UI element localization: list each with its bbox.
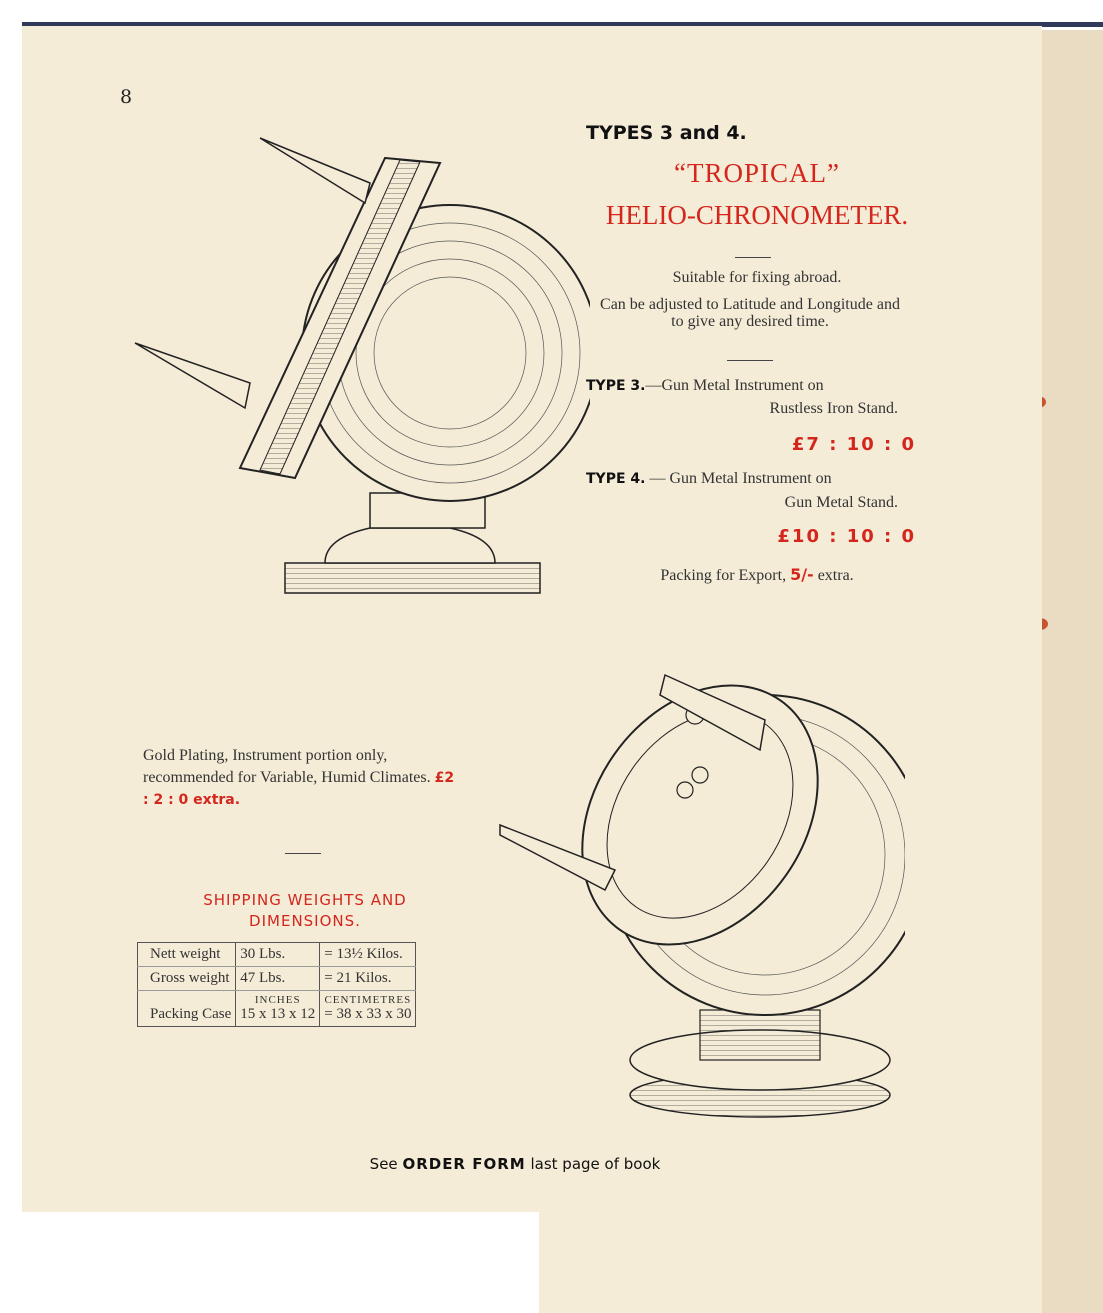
page-number: 8 — [120, 86, 133, 108]
gross-weight-imperial: 47 Lbs. — [236, 967, 320, 991]
shipping-table — [137, 942, 416, 1027]
nett-weight-label: Nett weight — [138, 943, 236, 967]
shipping-title: SHIPPING WEIGHTS AND DIMENSIONS. — [203, 891, 407, 930]
inches-unit: INCHES — [254, 994, 301, 1006]
type3-desc1: —Gun Metal Instrument on — [645, 377, 824, 394]
footer-see: See — [369, 1155, 398, 1173]
packing-text: Packing for Export, — [660, 567, 787, 584]
title-helio-chronometer: HELIO-CHRONOMETER. — [605, 200, 909, 230]
type3-desc2: Rustless Iron Stand. — [769, 400, 898, 417]
packing-amount: 5/- — [790, 565, 814, 584]
gross-weight-label: Gross weight — [138, 967, 236, 991]
order-form-footer — [0, 1155, 1030, 1173]
gold-plating-note — [143, 745, 463, 811]
type4-price: £10 : 10 : 0 — [777, 526, 916, 547]
gross-weight-metric: = 21 Kilos. — [320, 967, 416, 991]
title-tropical: “TROPICAL” — [674, 158, 840, 188]
type4-desc1: — Gun Metal Instrument on — [649, 470, 832, 487]
nett-weight-imperial: 30 Lbs. — [236, 943, 320, 967]
description-fixing: Suitable for fixing abroad. — [672, 269, 842, 286]
type3-line1 — [586, 377, 824, 395]
packing-case-imperial — [236, 991, 320, 1027]
packing-case-centimetres: = 38 x 33 x 30 — [324, 1006, 412, 1022]
next-page-edge — [1032, 30, 1103, 1313]
packing-case-metric — [320, 991, 416, 1027]
gold-plating-price: £2 : 2 : 0 extra. — [143, 770, 455, 808]
types-heading: TYPES 3 and 4. — [586, 122, 747, 144]
footer-rest: last page of book — [530, 1155, 661, 1173]
front-view-instrument-illustration — [495, 655, 905, 1125]
divider — [735, 257, 771, 258]
nett-weight-metric: = 13½ Kilos. — [320, 943, 416, 967]
packing-note — [586, 565, 928, 585]
packing-case-label: Packing Case — [138, 991, 236, 1027]
table-row — [138, 991, 416, 1027]
packing-case-inches: 15 x 13 x 12 — [240, 1006, 316, 1022]
divider — [727, 360, 773, 361]
footer-order-form: ORDER FORM — [402, 1155, 526, 1173]
type3-price: £7 : 10 : 0 — [791, 434, 916, 455]
type4-desc2: Gun Metal Stand. — [784, 494, 898, 511]
gold-plating-text: Gold Plating, Instrument portion only, recommended for Variable, Humid Climates. — [143, 747, 431, 786]
side-view-instrument-illustration — [130, 128, 590, 608]
type4-label: TYPE 4. — [586, 471, 646, 487]
type4-line1 — [586, 470, 832, 488]
description-adjustment: Can be adjusted to Latitude and Longitude and to give any desired time. — [600, 296, 900, 330]
table-row — [138, 967, 416, 991]
packing-suffix: extra. — [817, 567, 854, 584]
centimetres-unit: CENTIMETRES — [324, 994, 412, 1006]
table-row — [138, 943, 416, 967]
divider — [285, 853, 321, 854]
type3-label: TYPE 3. — [586, 378, 646, 394]
